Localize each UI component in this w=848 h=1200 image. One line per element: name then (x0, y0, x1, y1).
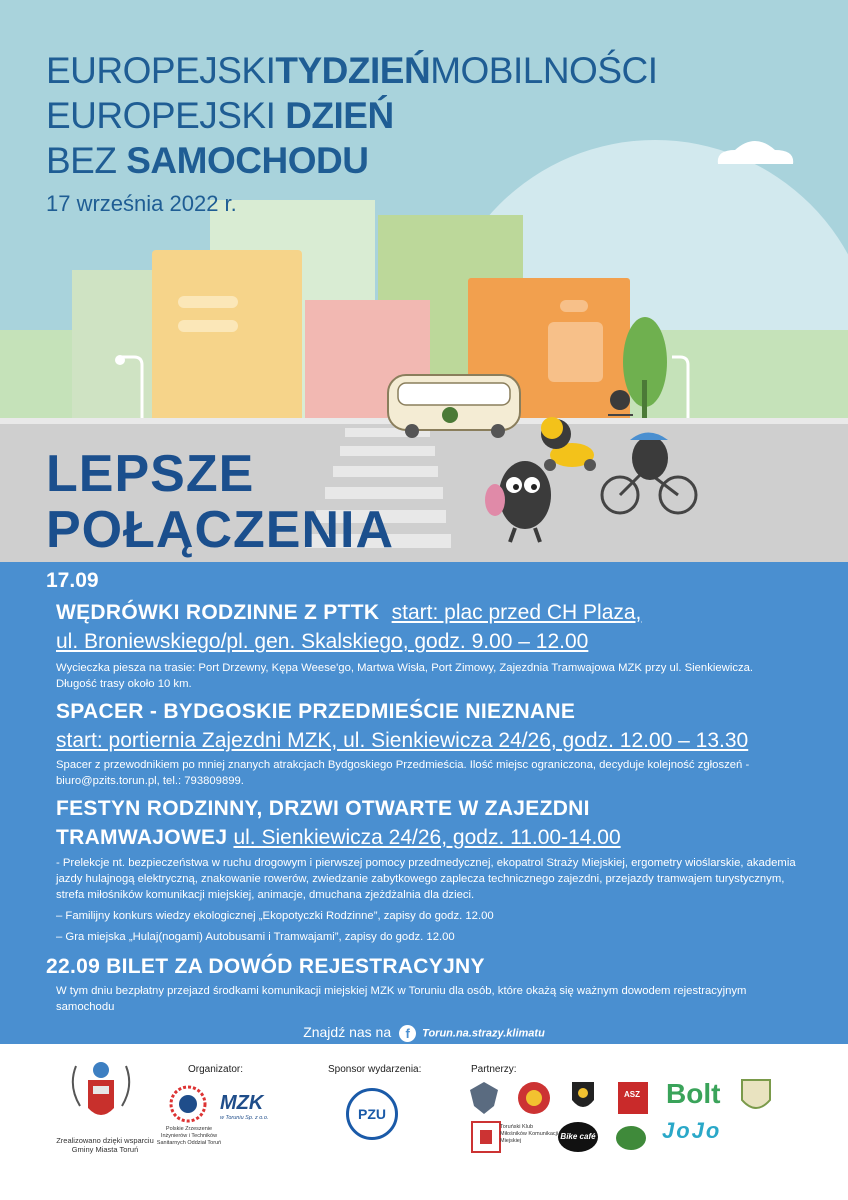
program-date: 17.09 (46, 569, 99, 592)
pzits-name: Polskie Zrzeszenie Inżynierów i Techników Sanitarnych Oddział Toruń (156, 1126, 222, 1146)
organizer-label: Organizator: (188, 1064, 244, 1075)
event-3-heading: FESTYN RODZINNY, DRZWI OTWARTE W ZAJEZDNI (56, 797, 590, 820)
event-2-description: Spacer z przewodnikiem po mniej znanych atrakcjach Bydgoskiego Przedmieścia. Ilość miejsc ograniczona, decyduje kolejność zgłoszeń - biuro@pzits.torun.pl, tel.: 793809899. (56, 759, 750, 787)
asz-logo: ASZ (624, 1090, 640, 1099)
leaf-logo-icon (614, 1122, 648, 1154)
event-3-heading-2: TRAMWAJOWEJ ul. Sienkiewicza 24/26, godz. 11.00-14.00 (56, 826, 621, 849)
klub-name: Toruński Klub Miłośników Komunikacji Miejskiej (500, 1124, 559, 1144)
event-1-description: Wycieczka piesza na trasie: Port Drzewny, Kępa Weese'go, Martwa Wisła, Port Zimowy, Zajezdnia Tramwajowa MZK przy ul. Sienkiewicza. Długość trasy około 10 km. (56, 662, 754, 690)
partner-crest-icon (738, 1076, 774, 1116)
social-link[interactable]: Znajdź nas na f Torun.na.strazy.klimatu (303, 1024, 545, 1041)
event-4-heading: 22.09 BILET ZA DOWÓD REJESTRACYJNY (46, 955, 485, 978)
event-2-heading: SPACER - BYDGOSKIE PRZEDMIEŚCIE NIEZNANE (56, 700, 576, 723)
event-1-heading: WĘDRÓWKI RODZINNE Z PTTK start: plac przed CH Plaza, (56, 601, 642, 624)
jojo-logo: JoJo (662, 1118, 722, 1143)
event-title: EUROPEJSKITYDZIEŃMOBILNOŚCI EUROPEJSKI DZIEŃ BEZ SAMOCHODU (46, 50, 658, 181)
torun-coat-of-arms-icon (68, 1056, 134, 1126)
bike-cafe-logo: Bike café (558, 1122, 598, 1152)
hero-illustration (0, 0, 848, 562)
sponsors-bar (30, 1052, 816, 1192)
mzk-logo: MZK w Toruniu Sp. z o.o. (220, 1092, 269, 1121)
pzu-logo: PZU (346, 1088, 398, 1140)
funding-note: Zrealizowano dzięki wsparciu Gminy Miasta Toruń (56, 1136, 154, 1154)
bolt-logo: Bolt (666, 1078, 721, 1109)
facebook-icon: f (399, 1025, 416, 1042)
event-3-description: - Prelekcje nt. bezpieczeństwa w ruchu drogowym i pierwszej pomocy przedmedycznej, ekopatrol Straży Miejskiej, ergometry wioślarskie, akademia jazdy hulajnogą elektryczną, znakowanie rowerów, zwiedzanie zabytkowego zaplecza technicznego zajezdni, przejazdy tramwajem turystycznym, strefa miłośników komunikacji miejskiej, animacje, dmuchana zjeżdżalnia dla dzieci. (56, 857, 796, 901)
event-date: 17 września 2022 r. (46, 191, 237, 216)
event-2-location: start: portiernia Zajezdni MZK, ul. Sienkiewicza 24/26, godz. 12.00 – 13.30 (56, 729, 749, 752)
sponsor-label: Sponsor wydarzenia: (328, 1064, 422, 1075)
event-3-item-1: – Familijny konkurs wiedzy ekologicznej „Ekopotyczki Rodzinne”, zapisy do godz. 12.00 (56, 910, 494, 922)
event-3-item-2: – Gra miejska „Hulaj(nogami) Autobusami i Tramwajami”, zapisy do godz. 12.00 (56, 931, 455, 943)
slogan: LEPSZE POŁĄCZENIA (46, 445, 394, 559)
pzits-logo-icon (168, 1084, 208, 1124)
event-4-description: W tym dniu bezpłatny przejazd środkami komunikacji miejskiej MZK w Toruniu dla osób, które okażą się ważnym dowodem rejestracyjnym samochodu (56, 985, 747, 1013)
event-1-location: ul. Broniewskiego/pl. gen. Skalskiego, godz. 9.00 – 12.00 (56, 630, 589, 653)
partners-label: Partnerzy: (471, 1064, 517, 1075)
